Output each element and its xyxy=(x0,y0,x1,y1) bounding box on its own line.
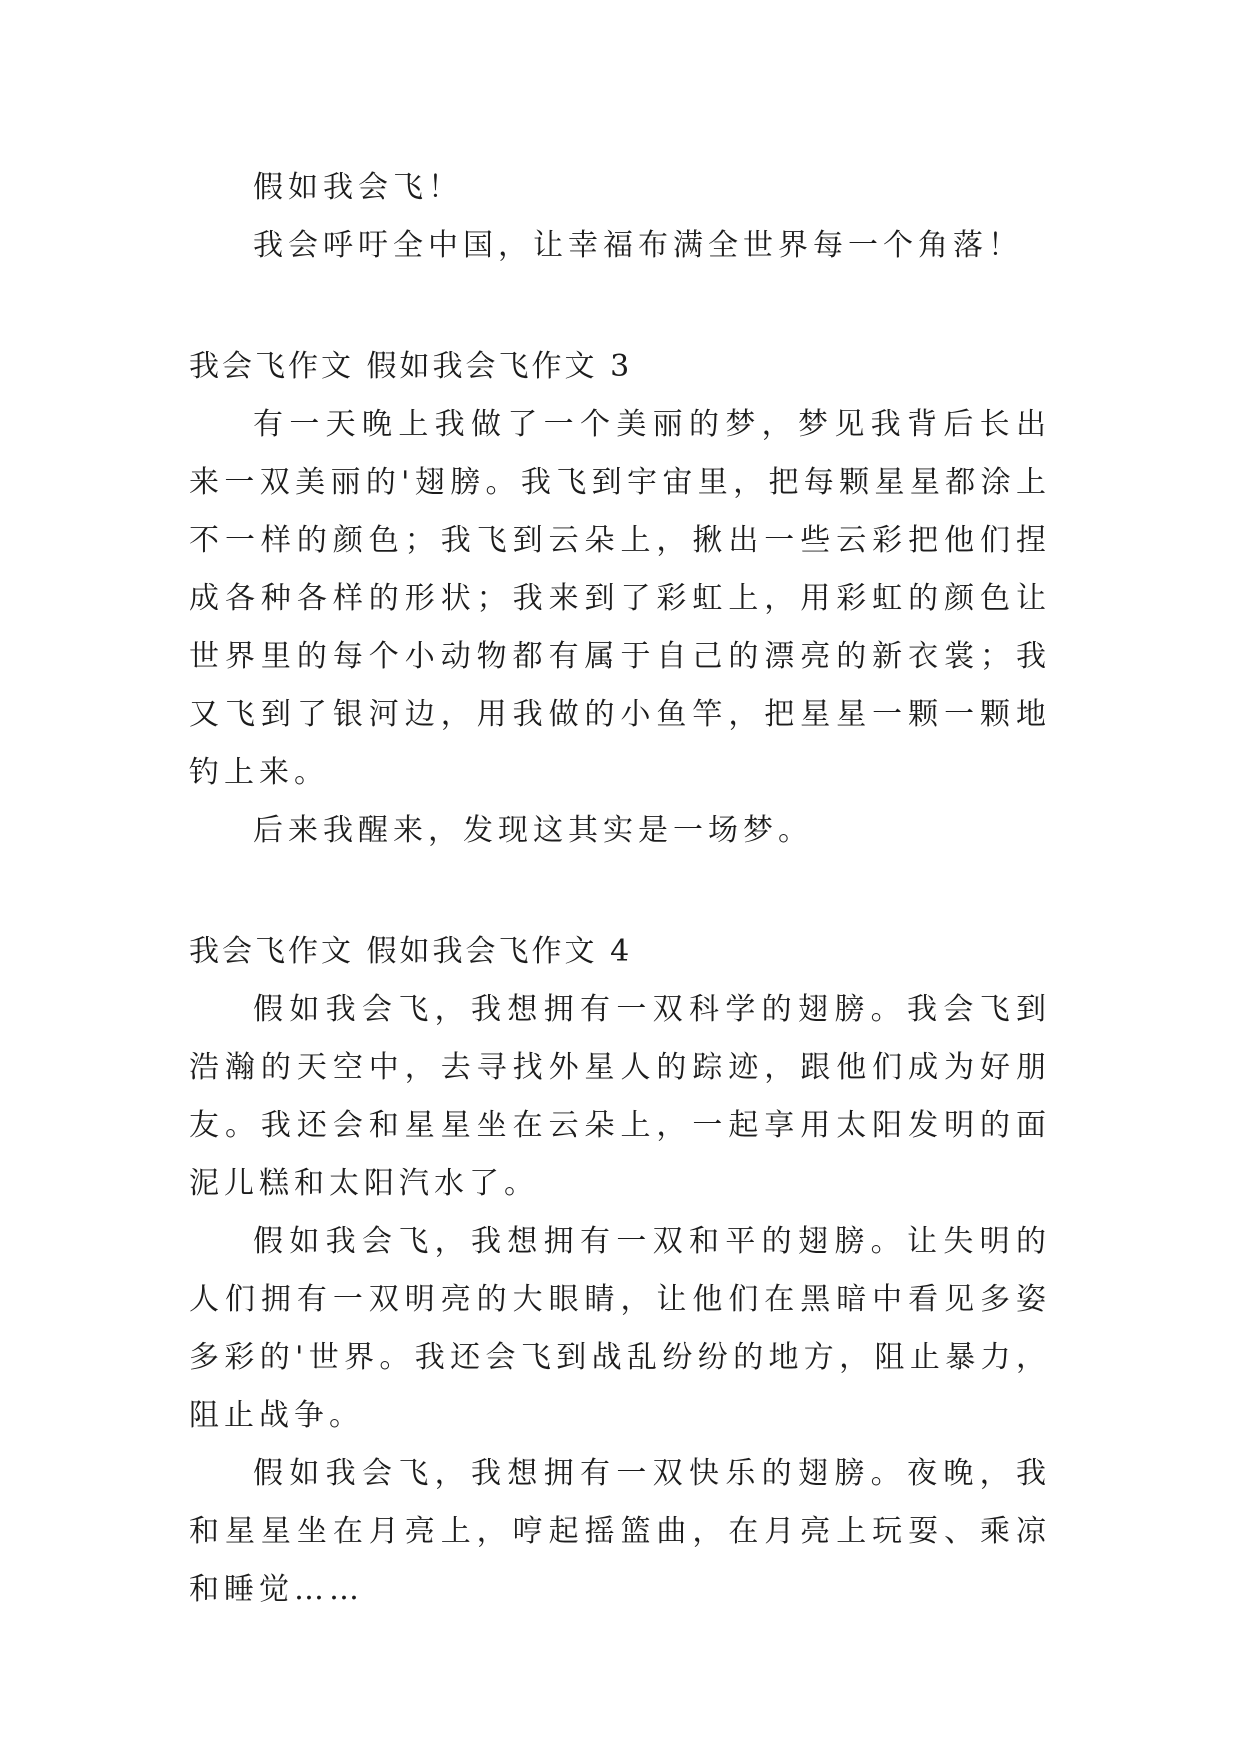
section-spacer xyxy=(189,275,1051,338)
intro-paragraph-2: 我会呼吁全中国，让幸福布满全世界每一个角落！ xyxy=(253,228,1023,263)
section-3-heading: 我会飞作文 假如我会飞作文 3 xyxy=(189,349,633,384)
section-4-paragraph-3: 假如我会飞，我想拥有一双快乐的翅膀。夜晚，我和星星坐在月亮上，哼起摇篮曲，在月亮上玩耍、乘凉和睡觉…… xyxy=(189,1456,1051,1607)
section-4-heading: 我会飞作文 假如我会飞作文 4 xyxy=(189,934,633,969)
intro-paragraph-1: 假如我会飞！ xyxy=(253,170,463,205)
section-spacer xyxy=(189,860,1051,923)
section-3-paragraph-1: 有一天晚上我做了一个美丽的梦，梦见我背后长出来一双美丽的'翅膀。我飞到宇宙里，把每颗星星都涂上不一样的颜色；我飞到云朵上，揪出一些云彩把他们捏成各种各样的形状；我来到了彩虹上，用彩虹的颜色让世界里的每个小动物都有属于自己的漂亮的新衣裳；我又飞到了银河边，用我做的小鱼竿，把星星一颗一颗地钓上来。 xyxy=(189,407,1051,790)
section-3-paragraph-2: 后来我醒来，发现这其实是一场梦。 xyxy=(253,813,813,848)
document-body xyxy=(189,159,1051,1619)
section-4-paragraph-2: 假如我会飞，我想拥有一双和平的翅膀。让失明的人们拥有一双明亮的大眼睛，让他们在黑暗中看见多姿多彩的'世界。我还会飞到战乱纷纷的地方，阻止暴力，阻止战争。 xyxy=(189,1224,1051,1433)
section-4-paragraph-1: 假如我会飞，我想拥有一双科学的翅膀。我会飞到浩瀚的天空中，去寻找外星人的踪迹，跟他们成为好朋友。我还会和星星坐在云朵上，一起享用太阳发明的面泥儿糕和太阳汽水了。 xyxy=(189,992,1051,1201)
